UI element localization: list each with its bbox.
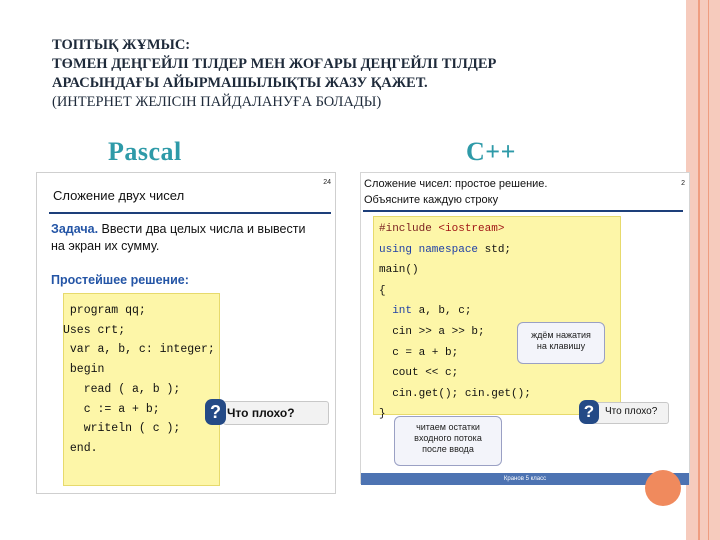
note-line: ждём нажатия xyxy=(531,330,591,340)
code-keyword: int xyxy=(379,305,413,318)
title-line-3: АРАСЫНДАҒЫ АЙЫРМАШЫЛЫҚТЫ ЖАЗУ ҚАЖЕТ. xyxy=(52,75,428,91)
cpp-code xyxy=(379,219,531,425)
heading-line-1: Сложение чисел: простое решение. xyxy=(364,178,548,190)
code-line: var a, b, c: integer; xyxy=(63,343,215,357)
code-line: } xyxy=(379,408,386,421)
title-line-1: ТОПТЫҚ ЖҰМЫС: xyxy=(52,37,191,53)
heading-line-2: Объясните каждую строку xyxy=(364,194,499,206)
page-number: 2 xyxy=(681,180,685,187)
code-line xyxy=(379,301,531,322)
code-line: { xyxy=(379,284,386,297)
key-wait-note xyxy=(517,322,605,364)
note-line: на клавишу xyxy=(536,341,586,351)
simple-solution-label: Простейшее решение: xyxy=(51,273,189,287)
task-text xyxy=(51,221,313,255)
question-icon: ? xyxy=(205,399,226,425)
cpp-label: C++ xyxy=(466,137,516,166)
code-line: cout << c; xyxy=(379,367,459,380)
task-body: Ввести два целых числа и вывести на экран их сумму. xyxy=(51,222,306,253)
decorative-right-border xyxy=(686,0,720,540)
code-line: program qq; xyxy=(63,304,146,317)
cpp-slide-image xyxy=(360,172,690,484)
code-line: writeln ( c ); xyxy=(63,422,181,436)
code-line: read ( a, b ); xyxy=(63,382,181,396)
code-line: c = a + b; xyxy=(379,346,459,359)
note-line: читаем остатки xyxy=(416,422,480,432)
border-line xyxy=(708,0,709,540)
slide-title xyxy=(52,36,672,112)
code-line: end. xyxy=(63,441,98,455)
callout-text: Что плохо? xyxy=(227,406,295,420)
title-line-2: ТӨМЕН ДЕҢГЕЙЛІ ТІЛДЕР МЕН ЖОҒАРЫ ДЕҢГЕЙЛІ ТІЛДЕР xyxy=(52,56,497,72)
slide-heading: Сложение двух чисел xyxy=(53,188,185,203)
code-header: <iostream> xyxy=(438,223,505,235)
code-keyword: using namespace xyxy=(379,243,479,256)
slide-footer: Кранов 5 класс xyxy=(361,473,689,485)
heading-divider xyxy=(49,212,331,214)
title-line-4: (ИНТЕРНЕТ ЖЕЛІСІН ПАЙДАЛАНУҒА БОЛАДЫ) xyxy=(52,94,382,110)
border-line xyxy=(698,0,700,540)
callout-text: Что плохо? xyxy=(605,406,658,417)
heading-divider xyxy=(363,210,683,212)
code-line: main() xyxy=(379,264,419,277)
code-line xyxy=(379,240,531,261)
decorative-circle xyxy=(645,470,681,506)
code-directive: #include xyxy=(379,223,439,235)
slide-heading xyxy=(364,176,547,208)
note-line: входного потока xyxy=(414,433,482,443)
code-line xyxy=(379,219,531,240)
code-line: Uses crt; xyxy=(63,323,126,337)
code-line: cin >> a >> b; xyxy=(379,325,485,338)
code-text: std; xyxy=(478,243,512,256)
question-icon: ? xyxy=(579,400,599,424)
pascal-label: Pascal xyxy=(108,137,182,166)
pascal-slide-image xyxy=(36,172,336,494)
page-number: 24 xyxy=(323,179,331,186)
code-line: c := a + b; xyxy=(63,402,160,416)
code-text: a, b, c; xyxy=(412,305,472,318)
note-line: после ввода xyxy=(422,444,474,454)
pascal-code xyxy=(63,301,215,459)
input-buffer-note xyxy=(394,416,502,466)
code-line: cin.get(); cin.get(); xyxy=(379,387,531,400)
code-line: begin xyxy=(63,363,105,377)
task-label: Задача. xyxy=(51,222,99,236)
